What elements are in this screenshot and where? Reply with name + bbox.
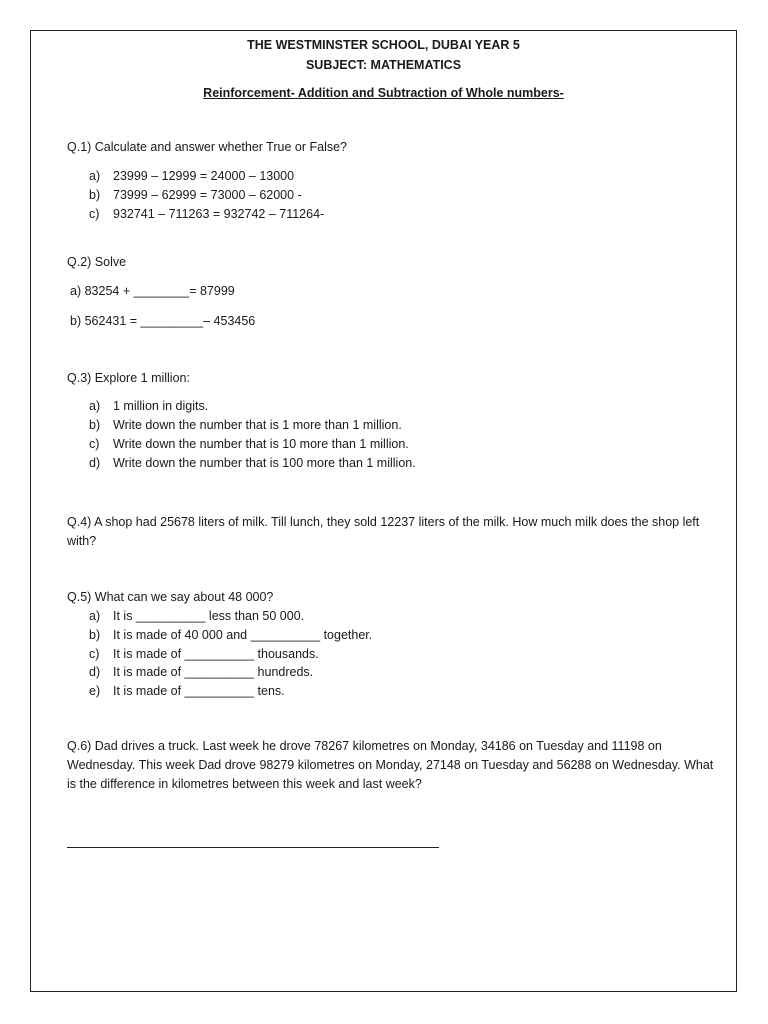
q6-text: Q.6) Dad drives a truck. Last week he drove 78267 kilometres on Monday, 34186 on Tuesday and 11198 on Wednesday. This week Dad drove 98279 kilometres on Monday, 27148 on Tuesday and 56288 on Wednesday. What is the difference in kilometres between this week and last week?: [67, 739, 714, 791]
school-title: THE WESTMINSTER SCHOOL, DUBAI YEAR 5: [247, 38, 520, 52]
q2-part-a: a) 83254 + ________= 87999: [70, 284, 235, 298]
q2-part-b: b) 562431 = _________– 453456: [70, 314, 256, 328]
q5-item-d: d) It is made of __________ hundreds.: [89, 665, 314, 679]
answer-line: [67, 847, 439, 848]
q3-item-a: a) 1 million in digits.: [89, 399, 209, 413]
q5-item-a: a) It is __________ less than 50 000.: [89, 609, 305, 623]
q3-title: Q.3) Explore 1 million:: [67, 371, 190, 385]
q1-item-b: b) 73999 – 62999 = 73000 – 62000 -: [89, 188, 302, 202]
q2-title: Q.2) Solve: [67, 255, 127, 269]
q5-title: Q.5) What can we say about 48 000?: [67, 590, 274, 604]
topic-title: Reinforcement- Addition and Subtraction of Whole numbers-: [203, 86, 564, 100]
q5-item-b: b) It is made of 40 000 and __________ together.: [89, 628, 373, 642]
q1-title: Q.1) Calculate and answer whether True or False?: [67, 140, 347, 154]
q5-item-e: e) It is made of __________ tens.: [89, 684, 285, 698]
q1-item-a: a) 23999 – 12999 = 24000 – 13000: [89, 169, 295, 183]
q4-text: Q.4) A shop had 25678 liters of milk. Till lunch, they sold 12237 liters of the milk. How much milk does the shop left with?: [67, 515, 700, 548]
q3-item-d: d) Write down the number that is 100 more than 1 million.: [89, 456, 416, 470]
q3-item-c: c) Write down the number that is 10 more than 1 million.: [89, 437, 409, 451]
subject-title: SUBJECT: MATHEMATICS: [305, 58, 462, 72]
q5-item-c: c) It is made of __________ thousands.: [89, 647, 319, 661]
q1-item-c: c) 932741 – 711263 = 932742 – 711264-: [89, 207, 325, 221]
q3-item-b: b) Write down the number that is 1 more than 1 million.: [89, 418, 402, 432]
